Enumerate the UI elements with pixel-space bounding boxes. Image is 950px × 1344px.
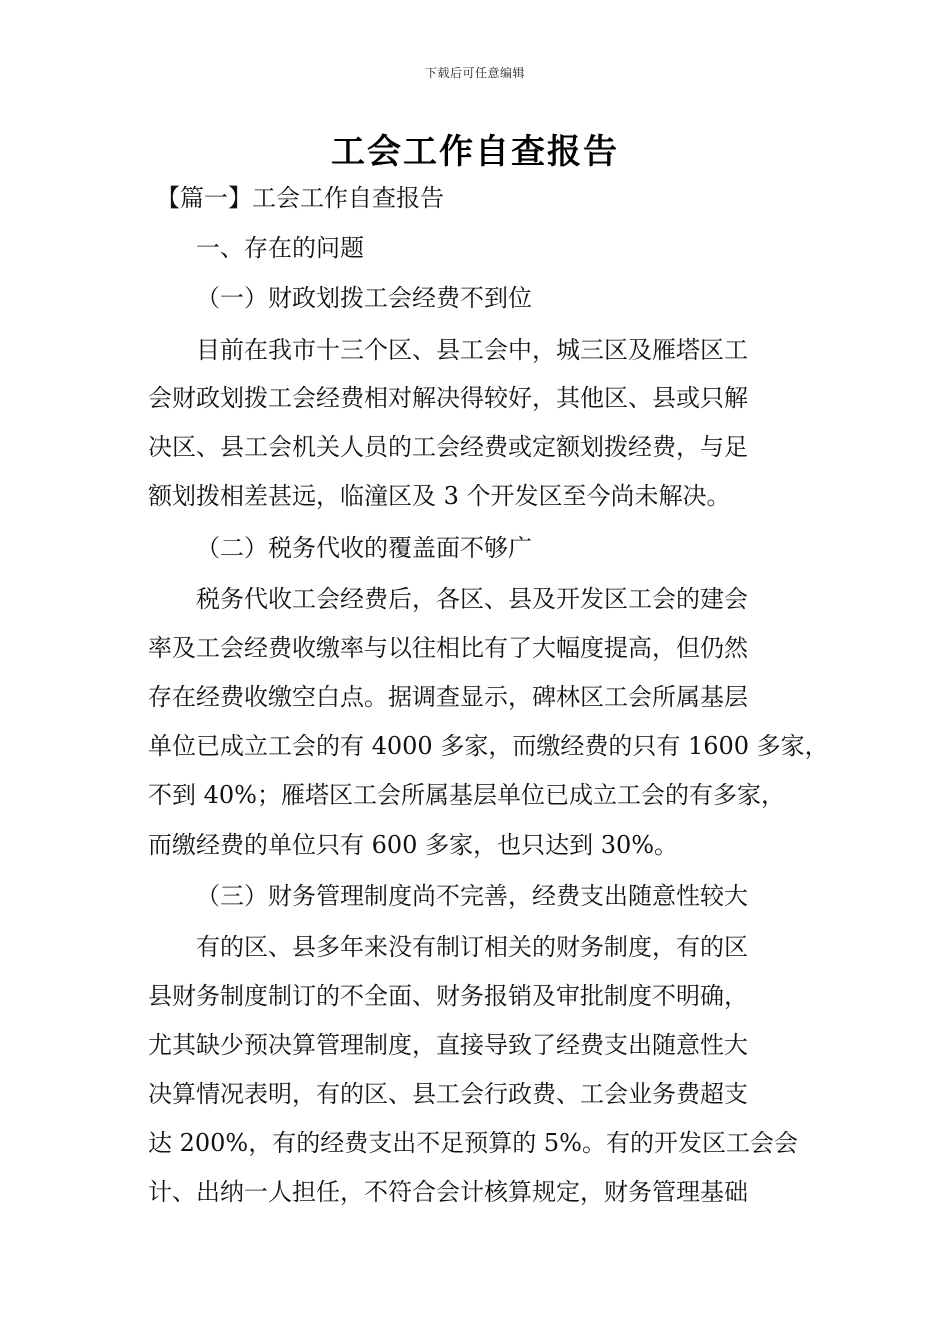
paragraph-2-line: 税务代收工会经费后，各区、县及开发区工会的建会	[196, 585, 748, 613]
paragraph-3-line: 县财务制度制订的不全面、财务报销及审批制度不明确，	[148, 982, 748, 1010]
paragraph-3-line: 计、出纳一人担任，不符合会计核算规定，财务管理基础	[148, 1178, 748, 1206]
paragraph-2-line: 率及工会经费收缴率与以往相比有了大幅度提高，但仍然	[148, 634, 748, 662]
paragraph-1-line: 额划拨相差甚远，临潼区及 3 个开发区至今尚未解决。	[148, 482, 731, 510]
paragraph-3-line: 有的区、县多年来没有制订相关的财务制度，有的区	[196, 933, 748, 961]
paragraph-2-line: 而缴经费的单位只有 600 多家，也只达到 30%。	[148, 831, 679, 859]
paragraph-1-line: 会财政划拨工会经费相对解决得较好，其他区、县或只解	[148, 384, 748, 412]
heading-problems: 一、存在的问题	[196, 234, 364, 262]
paragraph-2-line: 存在经费收缴空白点。据调查显示，碑林区工会所属基层	[148, 683, 748, 711]
paragraph-1-line: 决区、县工会机关人员的工会经费或定额划拨经费，与足	[148, 433, 748, 461]
subheading-3: （三）财务管理制度尚不完善，经费支出随意性较大	[196, 882, 748, 910]
paragraph-1-line: 目前在我市十三个区、县工会中，城三区及雁塔区工	[196, 336, 748, 364]
subheading-2: （二）税务代收的覆盖面不够广	[196, 534, 532, 562]
paragraph-2-line: 单位已成立工会的有 4000 多家，而缴经费的只有 1600 多家，	[148, 732, 829, 760]
section-label: 【篇一】工会工作自查报告	[156, 184, 444, 212]
paragraph-3-line: 尤其缺少预决算管理制度，直接导致了经费支出随意性大	[148, 1031, 748, 1059]
paragraph-2-line: 不到 40%；雁塔区工会所属基层单位已成立工会的有多家，	[148, 781, 785, 809]
page-title: 工会工作自查报告	[331, 132, 619, 172]
subheading-1: （一）财政划拨工会经费不到位	[196, 284, 532, 312]
paragraph-3-line: 决算情况表明，有的区、县工会行政费、工会业务费超支	[148, 1080, 748, 1108]
header-note: 下载后可任意编辑	[424, 66, 525, 80]
paragraph-3-line: 达 200%，有的经费支出不足预算的 5%。有的开发区工会会	[148, 1129, 798, 1157]
